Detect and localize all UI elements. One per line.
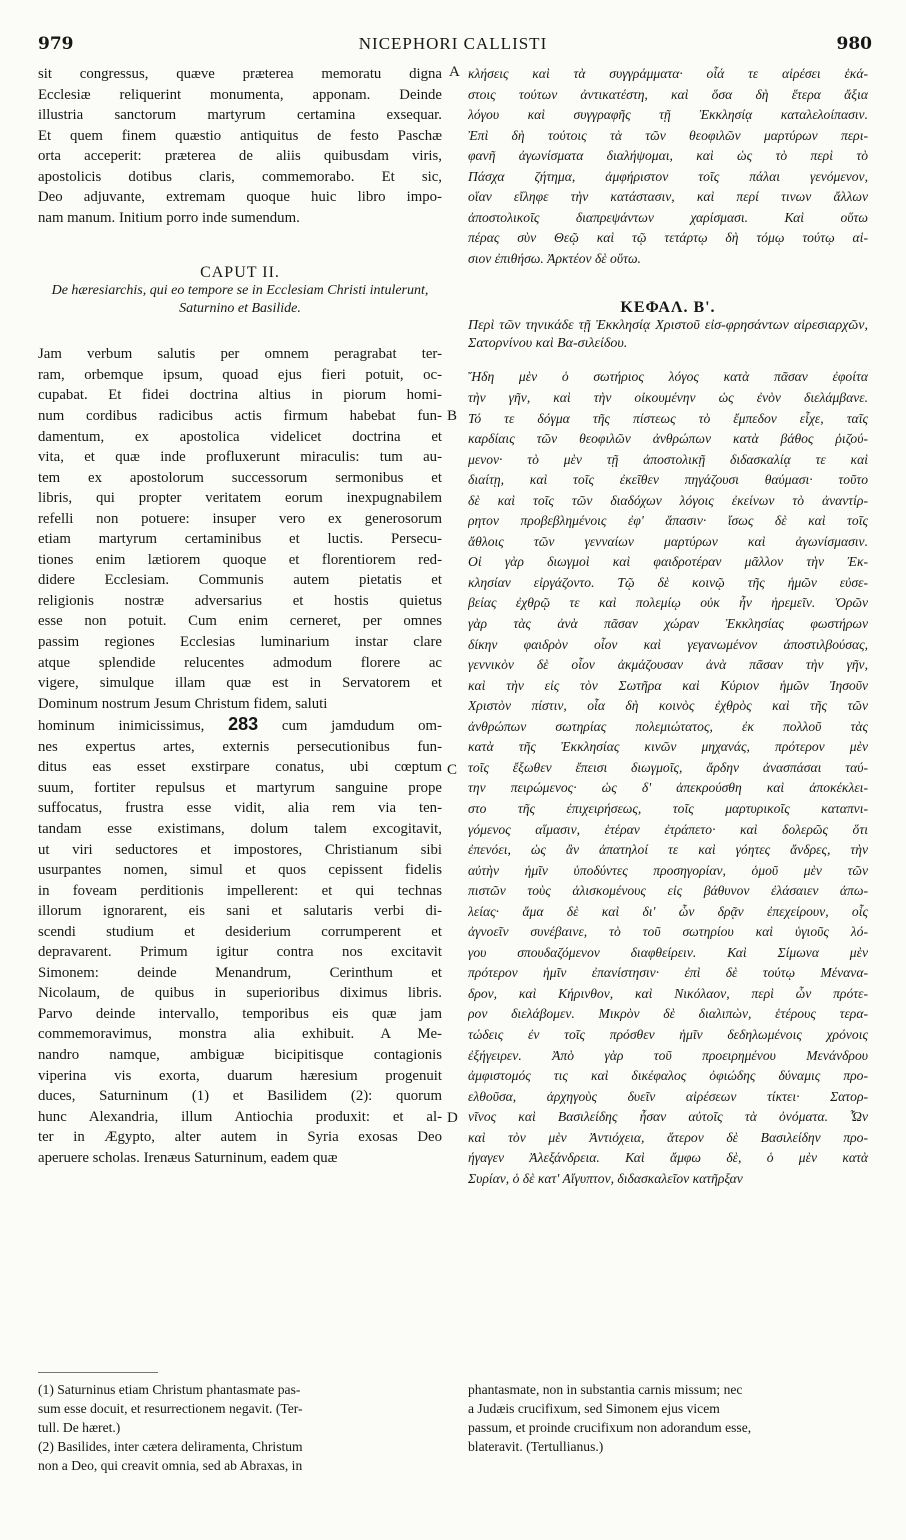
greek-text-line: ἄθλοις τῶν γενναίων μαρτύρων καὶ ἀγωνίσμασιν. [468, 533, 868, 549]
latin-text-line: refelli non potuere: insuper vero ex generosorum [38, 510, 442, 527]
latin-intro [38, 64, 442, 228]
margin-letter-d: D [447, 1110, 458, 1126]
greek-text-line: καρδίαις τῶν θεοφιλῶν ἀνθρώπων κατὰ βάθος ῥιζού- [468, 431, 868, 447]
greek-text-line: Ἐπὶ δὴ τούτοις τὰ τῶν θεοφιλῶν μαρτύρων περι- [468, 127, 868, 143]
greek-text-line: Χριστὸν πίστιν, οἷα δὴ κοινὸς ἐχθρὸς καὶ τῆς τῶν [468, 698, 868, 714]
greek-text-line: διαίτῃ, καὶ τοῖς ἐκεῖθεν πηγάζουσι θαύμασι· τοῦτο [468, 472, 868, 488]
latin-text-line: nandro namque, ambiguæ bicipitisque contagionis [38, 1046, 442, 1063]
greek-text-line: φανῆ ἀγωνίσματα διαλήψομαι, καὶ ὡς τὸ περὶ τὸ [468, 148, 868, 164]
greek-text-line: Πάσχα ζήτημα, ἀμφήριστον τοῖς πάλαι γενόμενον, [468, 168, 868, 184]
latin-text-line: duces, Saturninum (1) et Basilidem (2): quorum [38, 1088, 442, 1105]
latin-text-line: aperuere scholas. Irenæus Saturninum, eadem quæ [38, 1149, 338, 1166]
latin-text-line: passim regiones Ecclesias luminarium instar clare [38, 634, 442, 651]
greek-text-line: στο τῆς ἐπιχειρήσεως, τοῖς μαρτυρικοῖς καταπνι- [468, 800, 868, 816]
latin-text-line: atque splendide relucentes admodum florere ac [38, 654, 442, 671]
greek-text-line: μενον· τὸ μὲν τῇ ἀποστολικῇ διδασκαλίᾳ τε καὶ [468, 451, 868, 467]
greek-text-line: Τό τε δόγμα τῆς πίστεως τὸ ἔμπεδον εἶχε, ταῖς [468, 410, 868, 426]
latin-text-line: in foveam perditionis impellerent: et qui technas [38, 882, 442, 899]
column-number-marker: 283 [228, 714, 259, 735]
footnote-line: passum, et proinde crucifixum non adorandum esse, [468, 1420, 752, 1435]
margin-letter-c: C [447, 762, 458, 778]
greek-text-line: λόγου καὶ συγγραφῆς τῇ Ἐκκλησίᾳ καταλελοίπασιν. [468, 107, 868, 123]
footnote-line: a Judæis crucifixum, sed Simonem ejus vicem [468, 1401, 720, 1416]
greek-text-line: ρητον προβεβλημένοις ἐφ' ἅπασιν· ἴσως δὲ καὶ τοῖς [468, 513, 868, 529]
greek-text-line: την πειρώμενος· ὡς δ' ἀπεκρούσθη καὶ ἀποκέκλει- [468, 780, 868, 796]
page-header [0, 34, 906, 58]
latin-line-text: hominum inimicissimus, [38, 718, 205, 735]
latin-text-line: nes expertus artes, externis persecutionibus fun- [38, 738, 442, 755]
greek-text-line: πέρας σὺν Θεῷ καὶ τῷ τετάρτῳ δὴ τόμῳ τούτῳ αἱ- [468, 230, 868, 246]
page-number-left: 979 [38, 34, 74, 54]
latin-text-line: libris, qui propter veritatem eorum inexpugnabilem [38, 490, 442, 507]
latin-text-line: suffocatus, frustra esse vidit, alia rem via ten- [38, 800, 442, 817]
latin-text-line: Ecclesiæ reliquerint monumenta, apponam. Deinde [38, 86, 442, 103]
greek-text-line: Συρίαν, ὁ δὲ κατ' Αἴγυπτον, διδασκαλεῖον κατῆρξαν [468, 1170, 743, 1186]
footnote-line: tull. De hæret.) [38, 1420, 121, 1435]
footnotes-left [38, 1380, 442, 1475]
latin-text-line: ut viri seductores et impostores, Christianum sibi [38, 841, 442, 858]
greek-text-line: ελθοῦσα, ἀρχηγοὺς δυεῖν αἱρέσεων τίκτει· Σατορ- [468, 1088, 868, 1104]
greek-intro [468, 64, 868, 269]
latin-text-line: illorum ignorarent, eis sani et salutaris verbi di- [38, 903, 442, 920]
greek-text-line: καὶ τὴν εἰς τὸν Σωτῆρα καὶ Κύριον ἡμῶν Ἰησοῦν [468, 677, 868, 693]
latin-line-text: cum jamdudum om- [281, 718, 442, 735]
greek-text-line: τοῖς ἔξωθεν ἔπεισι διωγμοῖς, ἄρδην ἀνασπάσαι ταύ- [468, 759, 868, 775]
latin-text-line: Nicolaum, de quibus in superioribus diximus libris. [38, 985, 442, 1002]
greek-text-line: Οἱ γὰρ διωγμοὶ καὶ φαιδροτέραν μᾶλλον τὴν Ἐκ- [468, 554, 868, 570]
latin-body-part-2 [38, 737, 442, 1168]
greek-text-line: ἀγνοεῖν συνέβαινε, τὸ τοῦ σωτηρίου καὶ ὑγιοῦς λό- [468, 924, 868, 940]
greek-text-line: καὶ τὸν μὲν Ἀντιόχεια, ἅτερον δὲ Βασιλείδην προ- [468, 1129, 868, 1145]
greek-text-line: οἵαν εἴληφε τὴν κατάστασιν, καὶ περί τινων ἄλλων [468, 189, 868, 205]
greek-text-line: πρότερον ἡμῖν ἐπανίστησιν· ἐπὶ δὲ τούτῳ Μένανα- [468, 965, 868, 981]
greek-chapter-subtitle: Περὶ τῶν τηνικάδε τῇ Ἐκκλησίᾳ Χριστοῦ εἰσ-φρησάντων αἱρεσιαρχῶν, Σατορνίνου καὶ Βα-σιλείδου. [468, 318, 868, 352]
margin-letter-b: B [447, 408, 458, 424]
greek-text-line: ρον διελάβομεν. Μικρὸν δὲ διαλιπὼν, ἑτέρους τερα- [468, 1006, 868, 1022]
greek-text-line: λείας· ἅμα δὲ καὶ δι' ὧν δρᾷν ἐπεχείρουν, οἷς [468, 903, 868, 919]
greek-text-line: ἀμφιστομός τις καὶ δικέφαλος ὀφιώδης δύναμις προ- [468, 1068, 868, 1084]
footnotes-right [468, 1380, 868, 1456]
greek-text-line: κατὰ τῆς Ἐκκλησίας κινῶν μηχανάς, πρότερον μὲν [468, 739, 868, 755]
greek-text-line: ήγαγεν Ἀλεξάνδρεια. Καὶ ἄμφω δὲ, ὁ μὲν κατὰ [468, 1150, 868, 1166]
latin-text-line: etiam martyrum certaminibus et luctis. Persecu- [38, 531, 442, 548]
latin-text-line: Simonem: deinde Menandrum, Cerinthum et [38, 964, 442, 981]
footnote-line: blateravit. (Tertullianus.) [468, 1439, 604, 1454]
greek-text-line: δίκην φαιδρὸν οἷον καὶ γεγανωμένον ἀποστιλβούσας, [468, 636, 868, 652]
greek-text-line: γεννικὸν δὲ οἷον ἀκμάζουσαν ἀνὰ πᾶσαν τὴν γῆν, [468, 657, 868, 673]
footnote-line: non a Deo, qui creavit omnia, sed ab Abraxas, in [38, 1458, 303, 1473]
greek-text-line: ἐξήγειρεν. Ἀπὸ γὰρ τοῦ προειρημένου Μενάνδρου [468, 1047, 868, 1063]
latin-column-number-line [38, 714, 442, 737]
latin-text-line: tem ex apostolorum successorum sermonibus et [38, 469, 442, 486]
page-number-right: 980 [836, 34, 872, 54]
margin-letter-a: A [449, 64, 460, 80]
greek-text-line: κλήσεις καὶ τὰ συγγράμματα· οἷά τε αἱρέσει ἑκά- [468, 66, 868, 81]
latin-text-line: depravarent. Primum igitur contra nos excitavit [38, 944, 442, 961]
greek-text-line: σιον ἐπιθήσω. Ἀρκτέον δὲ οὕτω. [468, 250, 641, 266]
footnote-line: phantasmate, non in substantia carnis missum; nec [468, 1382, 743, 1397]
footnote-line: (1) Saturninus etiam Christum phantasmate pas- [38, 1382, 301, 1397]
greek-text-line: ἀνθρώπων σωτηρίας πολεμιώτατος, ἐκ πολλοῦ τὰς [468, 718, 868, 734]
latin-text-line: apostolicis dotibus claris, commemorabo. Et sic, [38, 168, 442, 185]
latin-text-line: nam manum. Initium porro inde sumendum. [38, 209, 300, 226]
greek-text-line: Ἤδη μὲν ὁ σωτήριος λόγος κατὰ πᾶσαν ἐφοίτα [468, 369, 868, 385]
greek-text-line: τὴν γῆν, καὶ τὴν οἰκουμένην ὡς ἐνὸν διελάμβανε. [468, 390, 868, 406]
greek-text-line: κλησίαν εἰργάζοντο. Τῷ δὲ κοινῷ τῆς ἡμῶν εὐσε- [468, 574, 868, 590]
latin-text-line: Jam verbum salutis per omnem peragrabat ter- [38, 346, 442, 363]
latin-text-line: Et quem finem quæstio antiquitus de festo Paschæ [38, 127, 442, 144]
latin-chapter-title: CAPUT II. [200, 264, 280, 282]
greek-column [468, 64, 868, 1189]
footnote-line: sum esse docuit, et resurrectionem negavit. (Ter- [38, 1401, 303, 1416]
latin-text-line: orta acceperit: præterea de aliis quibusdam viris, [38, 148, 442, 165]
latin-text-line: esse non potuit. Cum enim cerneret, per omnes [38, 613, 442, 630]
latin-text-line: ter in Ægypto, alter autem in Syria exosas Deo [38, 1129, 442, 1146]
latin-text-line: scendi studium et desiderium corrumperent et [38, 923, 442, 940]
greek-text-line: γου σπουδαζόμενον διαφθείρειν. Καὶ Σίμωνα μὲν [468, 944, 868, 960]
latin-text-line: num cordibus radicibus actis firmum habebat fun- [38, 408, 442, 425]
latin-body-part-1 [38, 344, 442, 714]
greek-text-line: δὲ καὶ τοῖς τῶν διαδόχων λόγοις ἐκείνων τὸ ἀναντίρ- [468, 492, 868, 508]
latin-text-line: illustria sanctorum martyrum certamina exsequar. [38, 107, 442, 124]
greek-text-line: βείας ἐχθρῷ τε καὶ πολεμίῳ οὐκ ἦν ἠρεμεῖν. Ὁρῶν [468, 595, 868, 611]
greek-text-line: τώδεις ἐν τοῖς πρόσθεν ἡμῖν δεδηλωμένοις χρόνοις [468, 1026, 868, 1042]
greek-text-line: ἐπενόει, ὡς ἂν ἀπατηλοί τε καὶ γόητες ἄνδρες, τὴν [468, 842, 868, 858]
latin-text-line: tiones enim lætiorem quoque et florentiorem red- [38, 551, 442, 568]
greek-text-line: πιστῶν τοὺς ἁλισκομένους εἰς βάθυνον ἐλάσαιεν ἀπω- [468, 883, 868, 899]
footnote-rule-left [38, 1372, 158, 1373]
greek-text-line: στοις τούτων ἀντικατέστη, καὶ ὅσα δὴ ἕτερα ἄξια [468, 86, 868, 102]
greek-text-line: δρον, καὶ Κήρινθον, καὶ Νικόλαον, περὶ ὧν πρότε- [468, 985, 868, 1001]
greek-text-line: γόμενος αἵμασιν, ἑτέραν ἐτράπετο· καὶ δολερῶς ὅτι [468, 821, 868, 837]
greek-text-line: γὰρ τὰς ἀνὰ πᾶσαν χώραν Ἐκκλησίας φωστήρων [468, 616, 868, 632]
latin-text-line: suum, fortiter repulsus et martyrum sanguine prope [38, 779, 442, 796]
latin-text-line: viperina vis exorta, duarum hæresium progenuit [38, 1067, 442, 1084]
latin-text-line: Parvo deinde intervallo, temporibus eis quæ jam [38, 1005, 442, 1022]
latin-text-line: didere Ecclesiam. Communis autem pietatis et [38, 572, 442, 589]
latin-text-line: ram, orbemque ipsum, quoad ejus fieri potuit, oc- [38, 366, 442, 383]
latin-text-line: vigere, simulque illam quæ est in Servatorem et [38, 675, 442, 692]
latin-text-line: usurpantes nomen, simul et quos cepissent fidelis [38, 862, 442, 879]
latin-text-line: commemoravimus, monstra alia exhibuit. A Me- [38, 1026, 442, 1043]
latin-text-line: religionis nostræ adversarius et hostis quietus [38, 592, 442, 609]
greek-text-line: αὐτὴν ἡμῖν ὑποδύντες προσηγορίαν, ὁμοῦ μὲν τῶν [468, 862, 868, 878]
latin-text-line: hunc Alexandria, illum Antiochia produxit: et al- [38, 1108, 442, 1125]
latin-text-line: ditus eas esset exstirpare conatus, ubi cœptum [38, 759, 442, 776]
greek-text-line: ἀποστολικοῖς διαπρεψάντων χαρίσμασι. Καὶ οὕτω [468, 209, 868, 225]
latin-text-line: sit congressus, quæve præterea memoratu digna [38, 66, 442, 82]
running-title: NICEPHORI CALLISTI [358, 34, 548, 53]
greek-chapter-title: ΚΕΦΑΛ. Β'. [620, 299, 716, 317]
latin-text-line: damentum, ex apostolica videlicet doctrina et [38, 428, 442, 445]
greek-body [468, 367, 868, 1189]
latin-column [38, 64, 442, 1168]
latin-chapter-subtitle: De hæresiarchis, qui eo tempore se in Ecclesiam Christi intulerunt, Saturnino et Basilide. [51, 283, 429, 317]
latin-text-line: Dominum nostrum Jesum Christum fidem, saluti [38, 695, 328, 712]
latin-text-line: cupabat. Et fidei doctrina altius in piorum homi- [38, 387, 442, 404]
latin-text-line: tandam esse existimans, dolum talem excogitavit, [38, 820, 442, 837]
latin-text-line: vita, et quæ inde profluxerunt miraculis: tum au- [38, 449, 442, 466]
latin-text-line: Deo adjuvante, extremam quoque huic libro impo- [38, 189, 442, 206]
footnote-line: (2) Basilides, inter cætera deliramenta, Christum [38, 1439, 303, 1454]
greek-text-line: νῖνος καὶ Βασιλείδης ἦσαν αὐτοῖς τὰ ὀνόματα. Ὧν [468, 1109, 868, 1125]
